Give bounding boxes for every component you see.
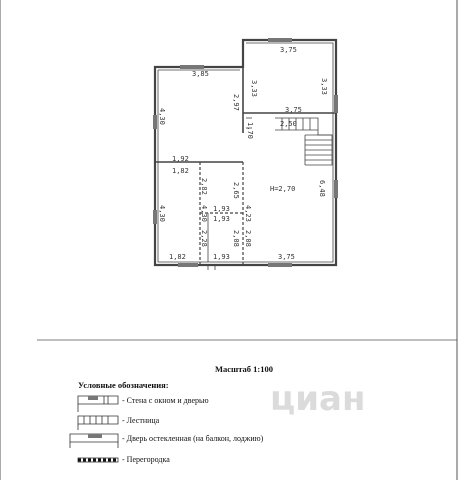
dim-right-side-height: 6,48 — [318, 180, 326, 197]
dim-small-room-height-a: 2,82 — [200, 178, 208, 195]
dim-left-upper-height: 4,30 — [158, 108, 166, 125]
dim-right-room-center: 4,23 — [244, 205, 252, 222]
legend-item-stair-label: - Лестница — [122, 416, 160, 425]
dim-right-room-width: 3,75 — [285, 106, 302, 114]
dim-bath-height-right: 2,08 — [232, 230, 240, 247]
dim-small-room-width-bottom: 1,93 — [213, 215, 230, 223]
dim-top-right-width: 3,75 — [280, 46, 297, 54]
stair-icon — [78, 416, 118, 430]
dim-inner-partition-height: 4,30 — [200, 205, 208, 222]
legend-title: Условные обозначения: — [78, 380, 169, 390]
legend-item-wall-label: - Стена с окном и дверью — [122, 396, 209, 405]
dim-top-left-width: 3,85 — [192, 70, 209, 78]
dim-mid-wall-height: 2,97 — [232, 94, 240, 111]
dim-vertical-center: 2,65 — [232, 182, 240, 199]
dim-small-room-width-top: 1,93 — [213, 205, 230, 213]
dim-ceiling-height: H=2,70 — [270, 185, 296, 193]
glass-door-icon — [70, 434, 118, 448]
dim-top-right-height-right: 3,33 — [320, 78, 328, 95]
partition-icon — [78, 458, 118, 462]
dim-left-lower-height: 4,30 — [158, 205, 166, 222]
scale-label: Масштаб 1:100 — [215, 364, 273, 374]
watermark: циан — [270, 379, 366, 419]
wall-window-door-icon — [78, 396, 118, 412]
dim-bottom-mid-width: 1,93 — [213, 253, 230, 261]
dim-left-lower-width-top: 1,82 — [172, 167, 189, 175]
legend-item-glass-door-label: - Дверь остекленная (на балкон, лоджию) — [122, 434, 264, 443]
dim-corridor-width: 1,92 — [172, 155, 189, 163]
dim-top-right-height-left: 3,33 — [250, 80, 258, 97]
dim-stair-opening: 2,50 — [280, 120, 297, 128]
dim-bottom-right-width: 3,75 — [278, 253, 295, 261]
door-marks — [208, 118, 252, 270]
dim-bottom-left-width: 1,82 — [169, 253, 186, 261]
dim-stair-side: 1,70 — [246, 122, 254, 139]
dim-small-room-height-b: 2,08 — [244, 230, 252, 247]
legend — [70, 380, 264, 464]
legend-item-partition-label: - Перегородка — [122, 455, 170, 464]
dim-bath-height-left: 2,28 — [200, 230, 208, 247]
